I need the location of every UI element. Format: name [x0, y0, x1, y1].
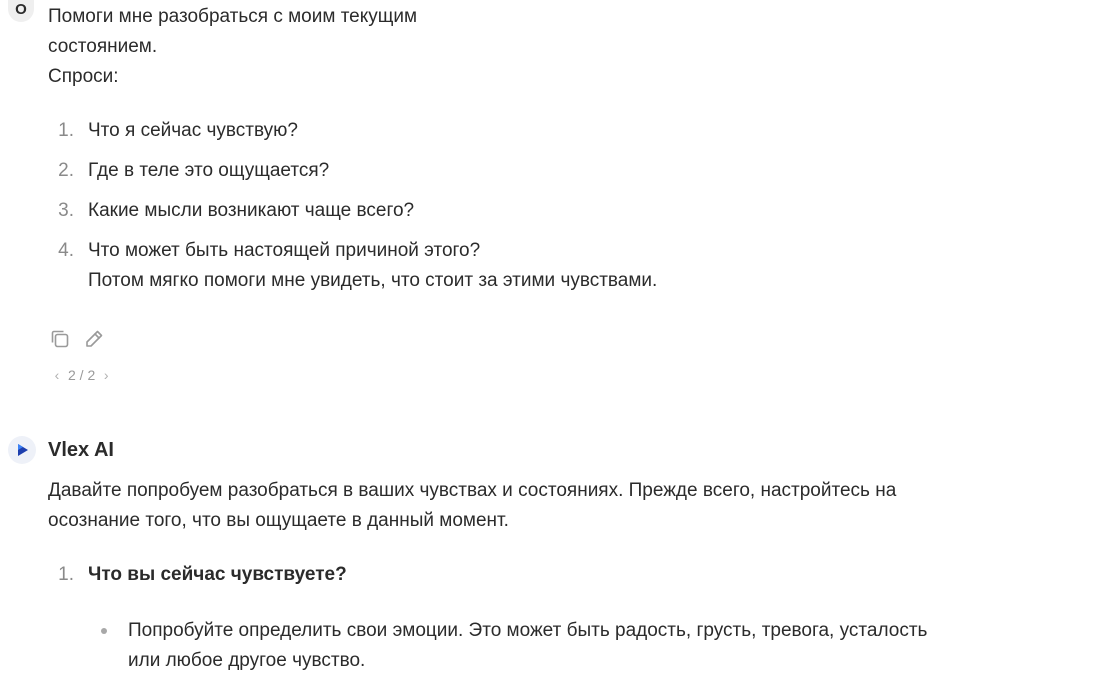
assistant-message-line: Давайте попробуем разобраться в ваших чувствах и состояниях. Прежде всего, настройтесь на: [48, 480, 897, 501]
assistant-message-line: осознание того, что вы ощущаете в данный момент.: [48, 510, 509, 531]
bullet-text: Попробуйте определить свои эмоции. Это может быть радость, грусть, тревога, усталость: [128, 620, 928, 641]
vlex-logo-icon: [8, 436, 36, 464]
pencil-icon[interactable]: [82, 327, 106, 351]
list-number: 3.: [58, 200, 74, 221]
list-item-text: Какие мысли возникают чаще всего?: [88, 200, 415, 221]
chevron-right-icon[interactable]: ›: [103, 367, 109, 383]
assistant-name: Vlex AI: [48, 439, 114, 461]
list-number: 1.: [58, 120, 74, 141]
user-message-line: Спроси:: [48, 66, 119, 87]
copy-icon[interactable]: [48, 327, 72, 351]
list-item-text: Что я сейчас чувствую?: [88, 120, 298, 141]
user-message-line: Помоги мне разобраться с моим текущим: [48, 6, 418, 27]
ai-avatar: [8, 436, 36, 464]
chevron-left-icon[interactable]: ‹: [54, 367, 60, 383]
bullet-text: или любое другое чувство.: [128, 650, 366, 671]
list-item-continuation: Потом мягко помоги мне увидеть, что стоит за этими чувствами.: [88, 270, 658, 291]
list-item-text: Что может быть настоящей причиной этого?: [88, 240, 481, 261]
list-item-text: Где в теле это ощущается?: [88, 160, 330, 181]
list-item-title: Что вы сейчас чувствуете?: [88, 564, 347, 585]
bullet-dot: [101, 628, 107, 634]
user-message-line: состоянием.: [48, 36, 158, 57]
version-pager: [50, 364, 113, 386]
list-number: 1.: [58, 564, 74, 585]
user-avatar: O: [8, 0, 34, 22]
version-count: 2 / 2: [68, 367, 96, 383]
list-number: 2.: [58, 160, 74, 181]
list-number: 4.: [58, 240, 74, 261]
